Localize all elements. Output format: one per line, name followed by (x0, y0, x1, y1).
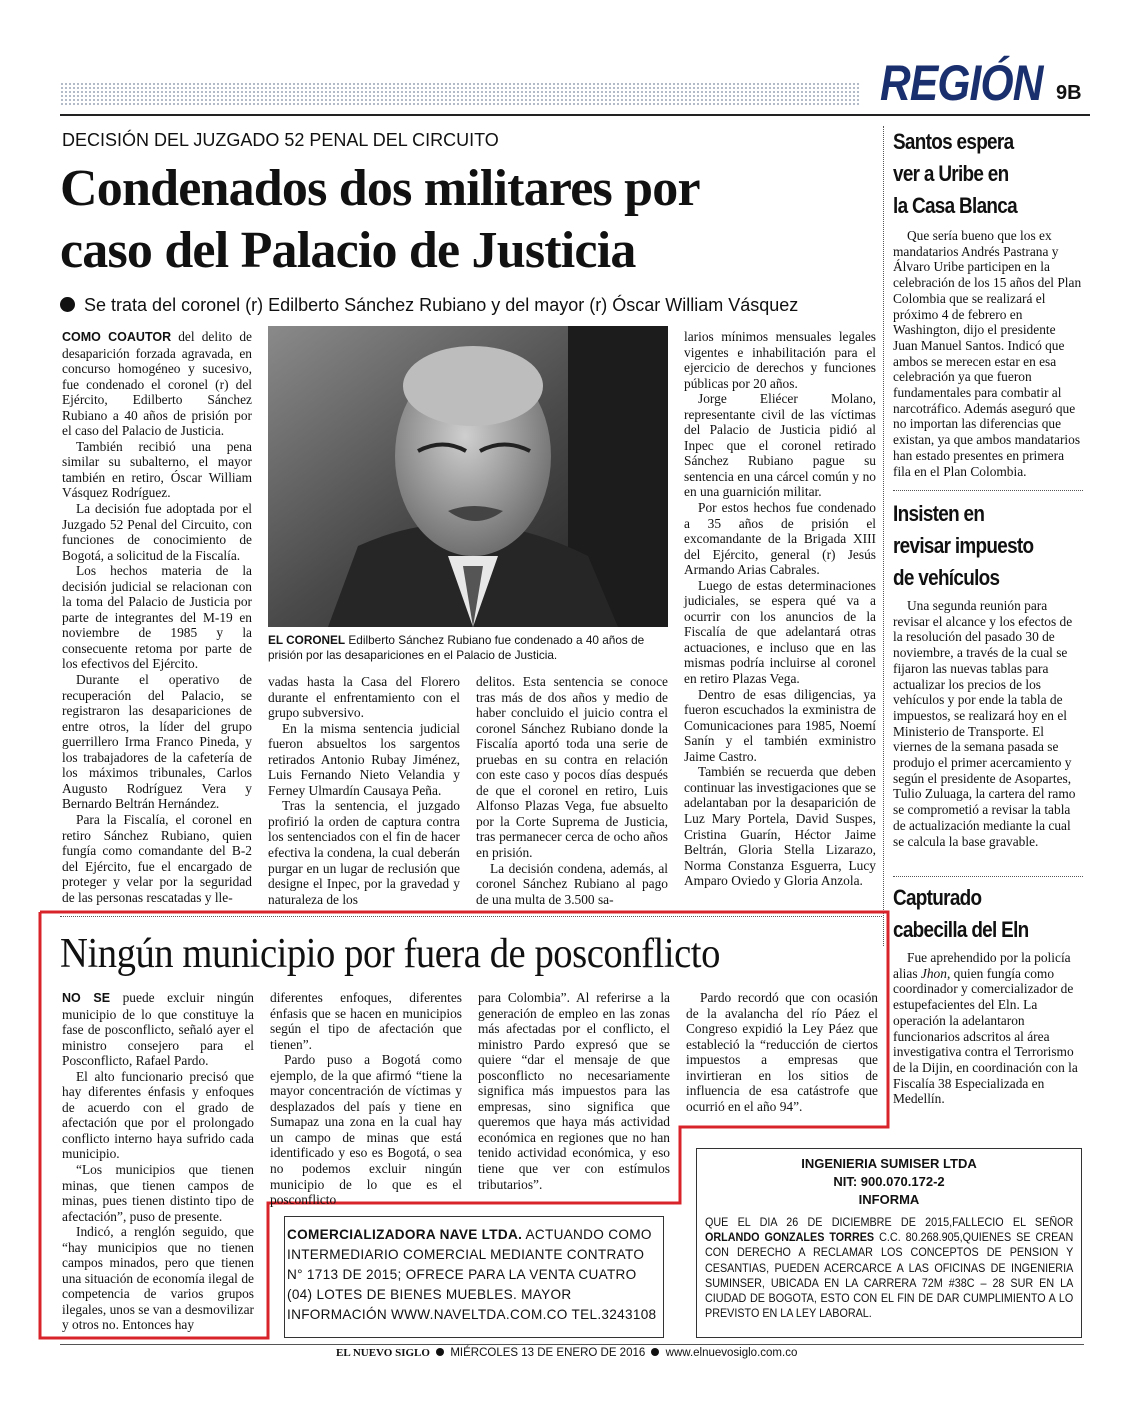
ad-nave-lead: COMERCIALIZADORA NAVE LTDA. (287, 1227, 523, 1242)
second-col-1 (62, 990, 254, 1338)
headline-line-1: Condenados dos militares por (60, 160, 700, 217)
ad-sumiser-title: INGENIERIA SUMISER LTDA (801, 1156, 977, 1171)
ad-sumiser-nit: NIT: 900.070.172-2 (833, 1174, 945, 1189)
paragraph: vadas hasta la Casa del Florero durante el enfrentamiento con el grupo subversivo. (268, 674, 460, 721)
paragraph: Por estos hechos fue condenado a 35 años de prisión el excomandante de la Brigada XIII del Ejército, general (r) Jesús Armando Arias Cabrales. (684, 500, 876, 578)
ad-nave (284, 1216, 664, 1338)
paragraph: Pardo puso a Bogotá como ejemplo, de la que afirmó “tiene la mayor concentración de víctimas y desplazados del país y tiene en Sumapaz una zona en la cual hay un campo de minas que está identificado y eso es Bogotá, o sea no podemos excluir ningún municipio de lo que es el posconflicto (270, 1052, 462, 1208)
title-line: de vehículos (893, 565, 1000, 590)
paragraph: Pardo recordó que con ocasión de la avalancha del río Páez el Congreso expidió la Ley Páez que estableció la “reducción de ciertos impuestos a empresas que invirtieran en los sitios de influencia de esa catástrofe que ocurrió en el año 94”. (686, 990, 878, 1114)
paragraph: El alto funcionario precisó que hay diferentes énfasis y enfoques de acuerdo con el grado de afectación que por el prolongado conflicto interno haya sufrido cada municipio. (62, 1068, 254, 1162)
footer-paper: EL NUEVO SIGLO (336, 1347, 430, 1359)
paragraph: para Colombia”. Al referirse a la generación de empleo en las zonas más afectadas por el conflicto, el ministro Pardo expresó que se quiere “dar el mensaje de que posconflicto no necesariamente significa más impuestos para las empresas, sino significa que queremos que haya más actividad económica en regiones que no han tenido actividad económica, y eso tiene que ver con estímulos tributarios”. (478, 990, 670, 1192)
bullet-icon (651, 1348, 659, 1356)
text: Fue aprehendido por la policía alias (893, 950, 1071, 981)
subhead-text: Se trata del coronel (r) Edilberto Sánchez Rubiano y del mayor (r) Óscar William Vásquez (84, 295, 799, 315)
paragraph: Tras la sentencia, el juzgado profirió la orden de captura contra los sentenciados con el fin de hacer efectiva la condena, la cual deberán purgar en un lugar de reclusión que designe el Inpec, por la gravedad y naturaleza de los (268, 798, 460, 907)
paragraph: Durante el operativo de recuperación del Palacio, se registraron las desapariciones de entre otros, la líder del grupo guerrillero Irma Franco Pineda, y los trabajadores de la cafetería de los máximos tribunales, Carlos Augusto Rodríguez Vera y Bernardo Beltrán Hernández. (62, 672, 252, 812)
paragraph: delitos. Esta sentencia se conoce tras más de dos años y medio de haber concluido el juicio contra el coronel Sánchez Rubiano donde la Fiscalía aportó toda una serie de pruebas en su contra en relación con este caso y pocos días después de que el coronel en retiro, Luis Alfonso Plazas Vega, fue absuelto por la Corte Suprema de Justicia, tras permanecer cerca de ocho años en prisión. (476, 674, 668, 861)
second-col-2 (270, 990, 462, 1208)
footer-date: MIÉRCOLES 13 DE ENERO DE 2016 (450, 1347, 646, 1359)
bullet-icon (436, 1348, 444, 1356)
paragraph: Indicó, a renglón seguido, que “hay municipios que no tienen campos minados, pero que tienen una situación de economía ilegal de competencia de varios grupos ilegales, unos se van a desmovilizar y otros no. Entonces hay (62, 1224, 254, 1333)
second-col-4 (686, 990, 878, 1120)
paragraph: Los hechos materia de la decisión judicial se relacionan con la toma del Palacio de Justicia por parte de integrantes del M-19 en noviembre de 1985 y la consecuente retoma por parte de los efectivos del Ejército. (62, 563, 252, 672)
page-number: 9B (1056, 82, 1082, 104)
paragraph: Dentro de esas diligencias, ya fueron escuchados la exministra de Comunicaciones para 1985, Noemí Sanín y el también exministro Jaime Castro. (684, 686, 876, 764)
alias: Jhon (920, 965, 947, 981)
ad-sumiser-name: ORLANDO GONZALES TORRES (705, 1231, 875, 1245)
paragraph: diferentes enfoques, diferentes énfasis que se hacen en municipios según el tipo de afectación que tienen”. (270, 990, 462, 1052)
paragraph: Luego de estas determinaciones judiciales, se espera qué va a ocurrir con los anuncios de la Fiscalía de que adelantará otras actuaciones, e incluso que en las mismas podría incluirse al coronel en retiro Plazas Vega. (684, 577, 876, 687)
caption-text: Edilberto Sánchez Rubiano fue condenado a 40 años de prisión por las desapariciones en el Palacio de Justicia. (268, 633, 645, 662)
paragraph: La decisión condena, además, al coronel Sánchez Rubiano al pago de una multa de 3.500 sa- (476, 860, 668, 907)
paragraph: También se recuerda que deben continuar las investigaciones que se adelantaban por la desaparición de Luz Mary Portela, David Suspes, Cristina Guarín, Héctor Jaime Beltrán, Gloria Stella Lizarazo, Norma Constanza Esguerra, Lucy Amparo Oviedo y Gloria Anzola. (684, 764, 876, 889)
kicker: DECISIÓN DEL JUZGADO 52 PENAL DEL CIRCUITO (62, 130, 499, 150)
footer-url[interactable]: www.elnuevosiglo.com.co (665, 1347, 798, 1359)
paragraph: Una segunda reunión para revisar el alcance y los efectos de la resolución del pasado 30 de noviembre, a través de la cual se fijaron las nuevas tablas para actualizar los precios de los vehículos y por ende la tabla de impuestos, se realizará hoy en el Ministerio de Transporte. El viernes de la semana pasada se produjo el primer acercamiento y según el presidente de Asopartes, Tulio Zuluaga, la cartera del ramo se comprometió a revisar la tabla de actualización mediante la cual se calcula la base gravable. (893, 598, 1076, 849)
ad-sumiser (696, 1148, 1082, 1338)
title-line: Insisten en (893, 501, 985, 526)
ad-sumiser-informa: INFORMA (858, 1192, 920, 1207)
paragraph: Que sería bueno que los ex mandatarios Andrés Pastrana y Álvaro Uribe participen en la celebración de los 15 años del Plan Colombia que se realizará el próximo 4 de febrero en Washington, dijo el presidente Juan Manuel Santos. Indicó que ambos se merecen estar en esa celebración ya que fueron fundamentales para combatir al narcotráfico. Además aseguró que no importan las diferencias que existan, ya que ambos mandatarios han estado presentes en primera fila en el Plan Colombia. (893, 228, 1082, 479)
caption-lead: EL CORONEL (268, 633, 346, 647)
second-headline: Ningún municipio por fuera de posconflicto (60, 931, 720, 977)
title-line: Capturado (893, 885, 982, 910)
section-name: REGIÓN (880, 55, 1043, 111)
ad-sumiser-body: C.C. 80.268.905,QUIENES SE CREAN CON DERECHO A RECLAMAR LOS CONCEPTOS DE PENSION Y CESANTIAS, PUEDEN ACERCARCE A LAS OFICINAS DE INGENIERIA SUMINSER, UBICADA EN LA CARRERA 72M #38C – 28 SUR EN LA CIUDAD DE BOGOTA, ESTO CON EL FIN DE DAR CUMPLIMIENTO A LO PREVISTO EN LA LEY LABORAL. (705, 1231, 1074, 1321)
paragraph: Jorge Eliécer Molano, representante civil de las víctimas del Palacio de Justicia pidió al Inpec que el coronel retirado Sánchez Rubiano pague su sentencia en una cárcel común y no en una guarnición militar. (684, 391, 876, 500)
paragraph: También recibió una pena similar su subalterno, el mayor también en retiro, Óscar William Vásquez Rodríguez. (62, 438, 252, 501)
title-line: cabecilla del Eln (893, 917, 1029, 942)
lead-word: NO SE (62, 991, 111, 1005)
lead-word: COMO COAUTOR (62, 330, 172, 344)
paragraph: La decisión fue adoptada por el Juzgado 52 Penal del Circuito, con funciones de conocimiento de Bogotá, a solicitud de la Fiscalía. (62, 501, 252, 563)
paragraph: En la misma sentencia judicial fueron absueltos los sargentos retirados Antonio Rubay Jiménez, Luis Fernando Nieto Velandia y Ferney Ulmardín Causaya Peña. (268, 720, 460, 798)
ad-nave-body: ACTUANDO COMO INTERMEDIARIO COMERCIAL MEDIANTE CONTRATO N° 1713 DE 2015; OFRECE PARA LA VENTA CUATRO (04) LOTES DE BIENES MUEBLES. MAYOR INFORMACIÓN WWW.NAVELTDA.COM.CO TEL.3243108 (287, 1227, 657, 1322)
paragraph: larios mínimos mensuales legales vigentes e inhabilitación para el ejercicio de derechos y funciones públicas por 20 años. (684, 329, 876, 391)
footer (336, 1347, 797, 1359)
text: , quien fungía como coordinador y comercializador de estupefacientes del Eln. La operación la adelantaron funcionarios adscritos al área investigativa contra el Terrorismo de la Dijin, en coordinación con la Fiscalía 38 Especializada en Medellín. (893, 965, 1078, 1107)
title-line: ver a Uribe en (893, 161, 1009, 186)
paragraph: Para la Fiscalía, el coronel en retiro Sánchez Rubiano, quien fungía como comandante del B-2 del Ejército, fue el encargado de proteger y velar por la seguridad de las personas rescatadas y lle- (62, 811, 252, 905)
paragraph: del delito de desaparición forzada agravada, en concurso homogéneo y sucesivo, fue condenado el coronel (r) del Ejército, Edilberto Sánchez Rubiano a 40 años de prisión por el caso del Palacio de Justicia. (62, 329, 252, 439)
title-line: revisar impuesto (893, 533, 1034, 558)
title-line: la Casa Blanca (893, 193, 1017, 218)
ad-sumiser-body: QUE EL DIA 26 DE DICIEMBRE DE 2015,FALLECIO EL SEÑOR (705, 1216, 1074, 1229)
paragraph: puede excluir ningún municipio de lo que constituye la fase de posconflicto, señaló ayer el ministro consejero para el Posconflicto, Rafael Pardo. (62, 990, 254, 1069)
second-col-3 (478, 990, 670, 1195)
title-line: Santos espera (893, 129, 1014, 154)
footer-rule (60, 1344, 1084, 1345)
headline-line-2: caso del Palacio de Justicia (60, 222, 636, 279)
paragraph: “Los municipios que tienen minas, que tienen campos de minas, pues tienen distinto tipo de afectación”, puso de presente. (62, 1162, 254, 1224)
